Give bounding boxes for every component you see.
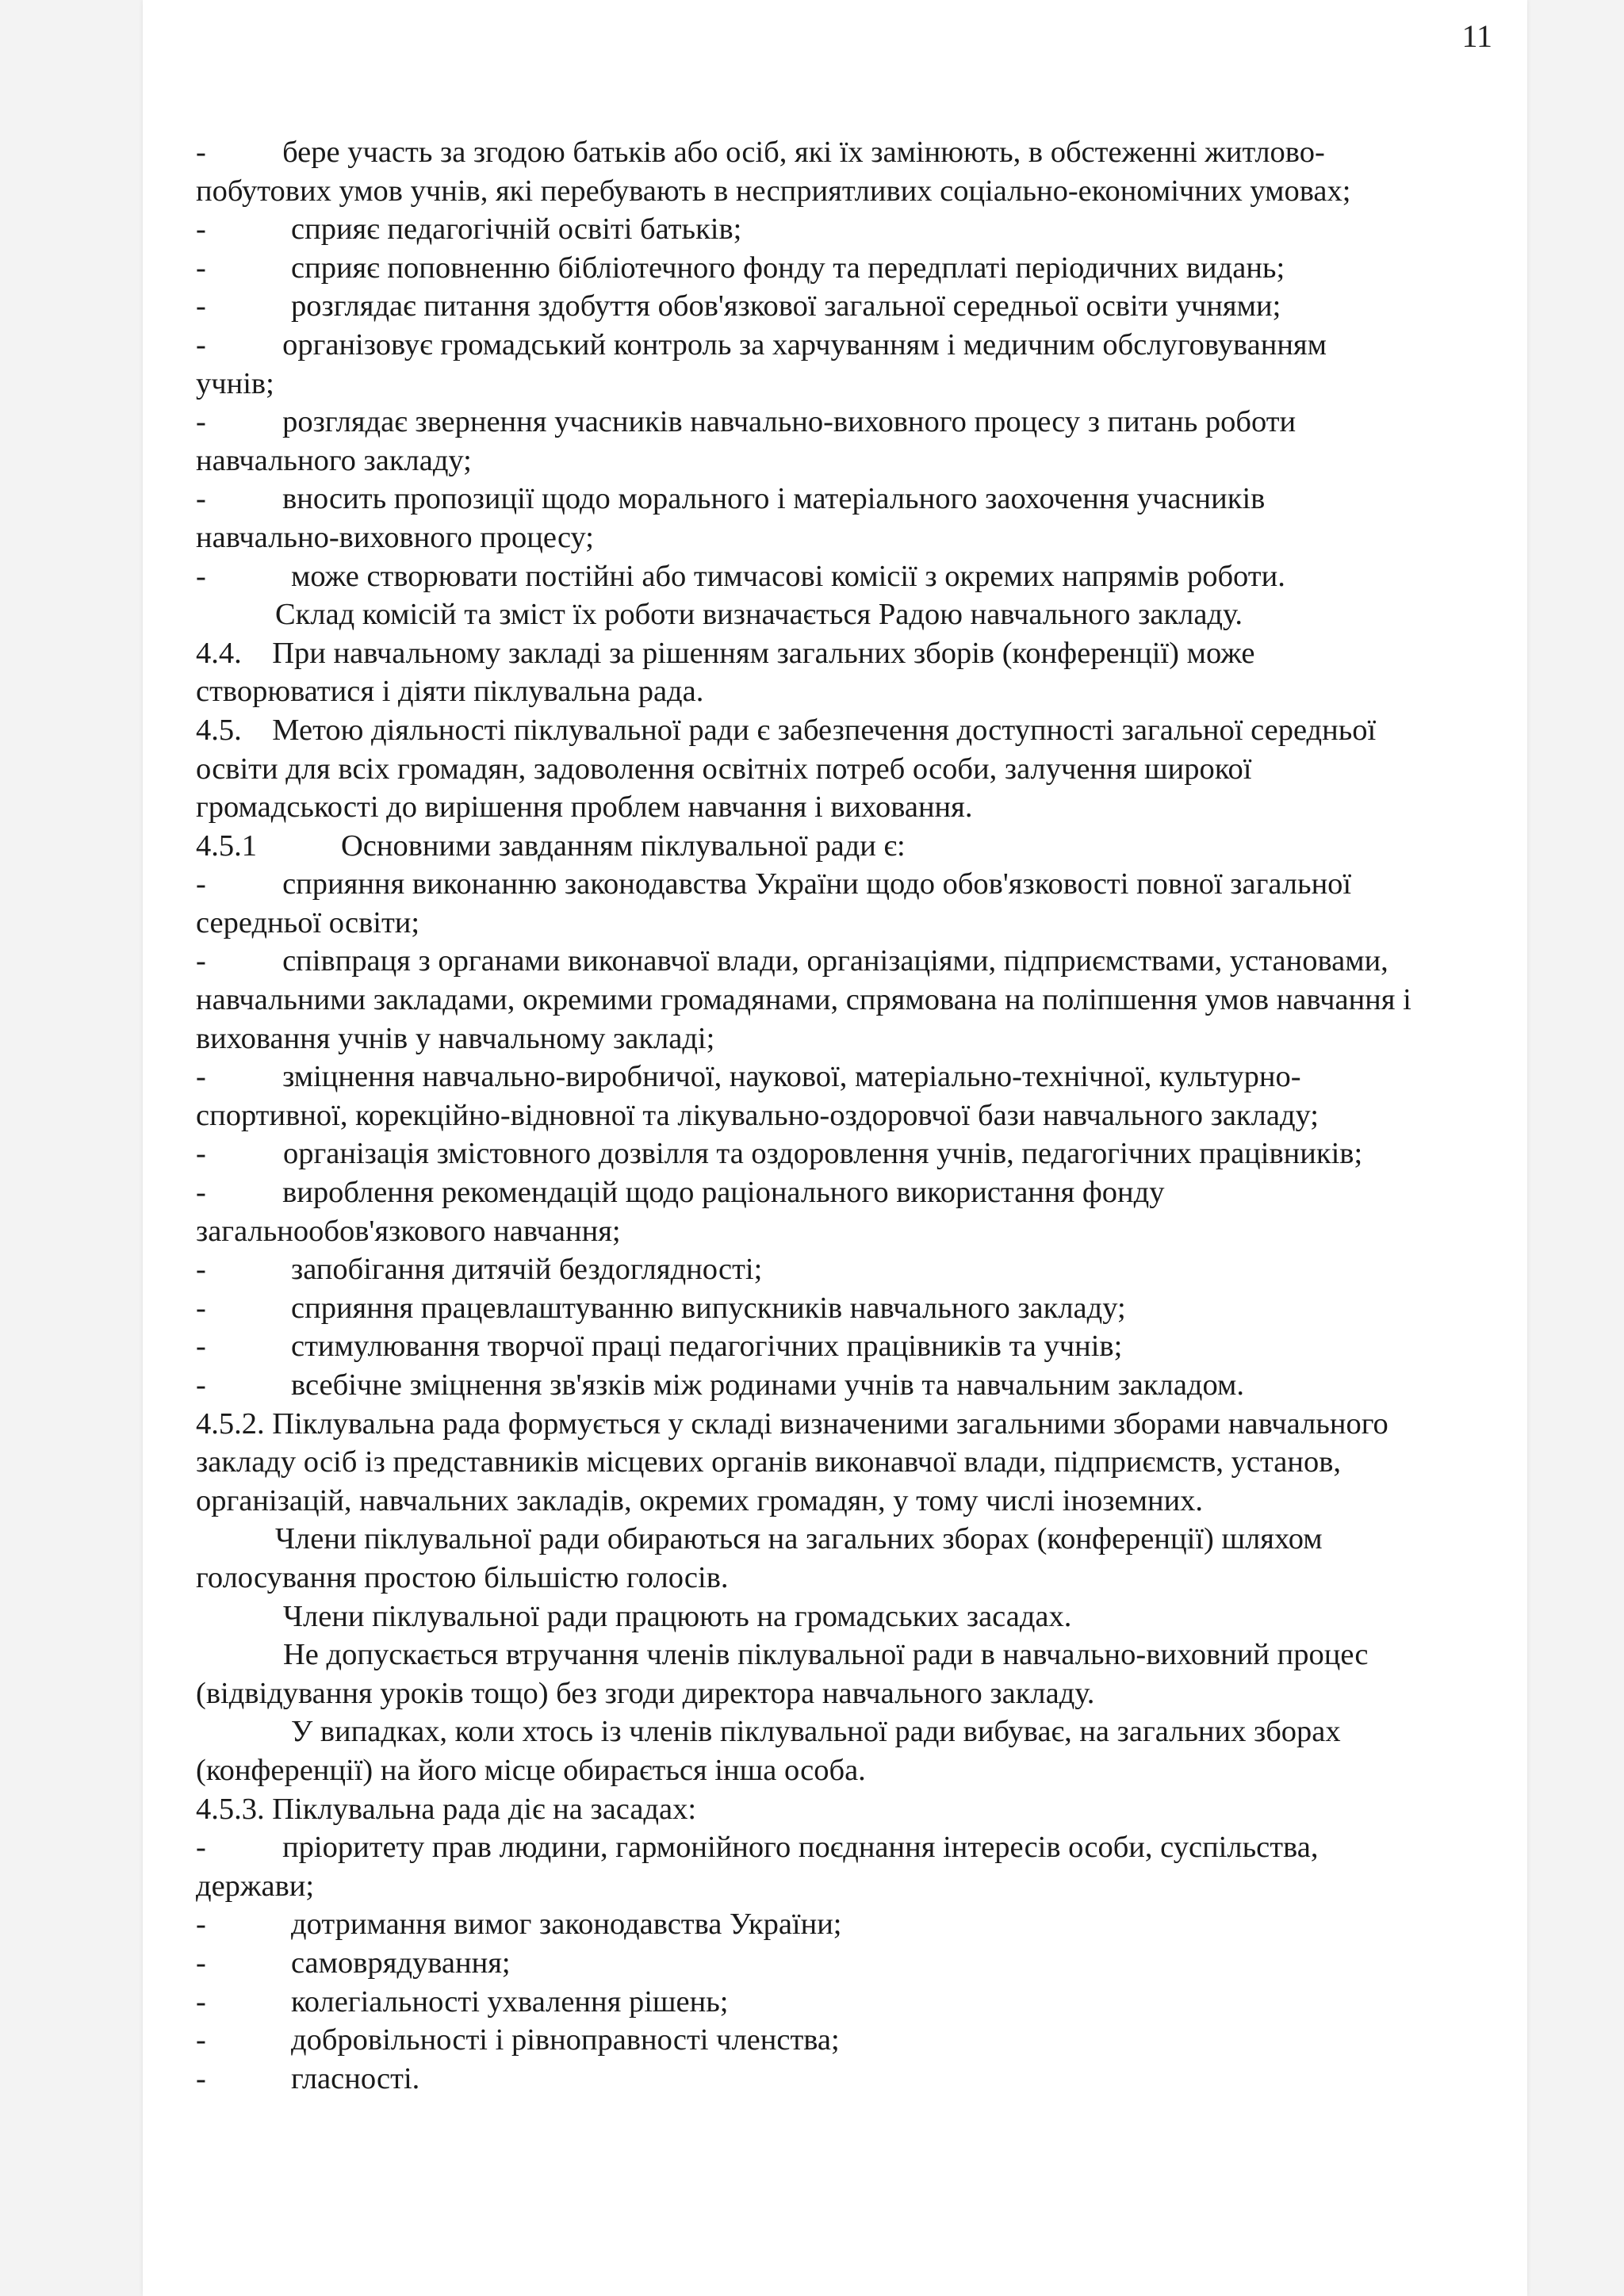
bullet-dash: - bbox=[196, 1984, 206, 2019]
text-line: - пріоритету прав людини, гармонійного поєднання інтересів особи, суспільства, bbox=[196, 1831, 1319, 1865]
text-line: розглядає питання здобуття обов'язкової загальної середньої освіти учнями; bbox=[291, 289, 1281, 323]
text-line: організація змістовного дозвілля та оздоровлення учнів, педагогічних працівників; bbox=[283, 1137, 1363, 1171]
text-line: дотримання вимог законодавства України; bbox=[291, 1908, 842, 1942]
text-line: гласності. bbox=[291, 2061, 420, 2095]
list-item bbox=[196, 1366, 1500, 1405]
bullet-dash: - bbox=[196, 1908, 206, 1942]
list-item bbox=[196, 210, 1500, 249]
text-line: добровільності і рівноправності членства; bbox=[291, 2023, 840, 2057]
list-item bbox=[196, 1250, 1500, 1289]
text-line: освіти для всіх громадян, задоволення освітніх потреб особи, залучення широкої bbox=[196, 752, 1252, 786]
text-line: запобігання дитячій бездоглядності; bbox=[291, 1253, 763, 1287]
text-line: - співпраця з органами виконавчої влади, організаціями, підприємствами, установами, bbox=[196, 944, 1388, 978]
list-item bbox=[196, 1944, 1500, 1983]
text-line: сприяє педагогічній освіті батьків; bbox=[291, 212, 742, 247]
text-line: спортивної, корекційно-відновної та лікувально-оздоровчої бази навчального закладу; bbox=[196, 1098, 1319, 1132]
paragraph-line: У випадках, коли хтось із членів піклувальної ради вибуває, на загальних зборах bbox=[291, 1715, 1341, 1749]
text-line: всебічне зміцнення зв'язків між родинами учнів та навчальним закладом. bbox=[291, 1368, 1244, 1402]
bullet-dash: - bbox=[196, 1946, 206, 1980]
text-line: - організовує громадський контроль за харчуванням і медичним обслуговуванням bbox=[196, 327, 1327, 362]
text-line: держави; bbox=[196, 1869, 315, 1903]
text-line: учнів; bbox=[196, 366, 274, 400]
text-line: виховання учнів у навчальному закладі; bbox=[196, 1021, 715, 1055]
text-line: навчального закладу; bbox=[196, 443, 472, 477]
list-item bbox=[196, 1289, 1500, 1328]
bullet-dash: - bbox=[196, 251, 206, 285]
text-line: (конференції) на його місце обирається інша особа. bbox=[196, 1753, 866, 1787]
bullet-dash: - bbox=[196, 559, 206, 593]
text-line: Основними завданням піклувальної ради є: bbox=[341, 828, 906, 863]
list-item bbox=[196, 2060, 1500, 2099]
list-item bbox=[196, 287, 1500, 326]
text-line: самоврядування; bbox=[291, 1946, 511, 1980]
text-line: - вироблення рекомендацій щодо раціонального використання фонду bbox=[196, 1176, 1165, 1210]
text-line: може створювати постійні або тимчасові комісії з окремих напрямів роботи. bbox=[291, 559, 1285, 593]
text-line: навчальними закладами, окремими громадянами, спрямована на поліпшення умов навчання і bbox=[196, 983, 1411, 1017]
text-line: колегіальності ухвалення рішень; bbox=[291, 1984, 729, 2019]
text-line: створюватися і діяти піклувальна рада. bbox=[196, 675, 704, 709]
bullet-dash: - bbox=[196, 1291, 206, 1325]
section-line bbox=[196, 827, 1500, 866]
text-line: - бере участь за згодою батьків або осіб, які їх замінюють, в обстеженні житлово- bbox=[196, 136, 1325, 169]
text-line: (відвідування уроків тощо) без згоди директора навчального закладу. bbox=[196, 1676, 1095, 1710]
text-line: голосування простою більшістю голосів. bbox=[196, 1560, 729, 1594]
text-line: організацій, навчальних закладів, окремих громадян, у тому числі іноземних. bbox=[196, 1483, 1204, 1517]
paragraph-line: Члени піклувальної ради працюють на громадських засадах. bbox=[283, 1599, 1072, 1633]
text-line: громадськості до вирішення проблем навчання і виховання. bbox=[196, 790, 973, 825]
paragraph-line: Не допускається втручання членів піклувальної ради в навчально-виховний процес bbox=[283, 1638, 1369, 1672]
list-item bbox=[196, 1983, 1500, 2022]
list-item bbox=[196, 1135, 1500, 1173]
list-item bbox=[196, 249, 1500, 288]
text-line: - розглядає звернення учасників навчально-виховного процесу з питань роботи bbox=[196, 405, 1297, 439]
paragraph-line: Склад комісій та зміст їх роботи визначається Радою навчального закладу. bbox=[275, 598, 1243, 632]
text-line: стимулювання творчої праці педагогічних працівників та учнів; bbox=[291, 1330, 1123, 1364]
text-line: сприяння працевлаштуванню випускників навчального закладу; bbox=[291, 1291, 1126, 1325]
bullet-dash: - bbox=[196, 2061, 206, 2095]
text-line: - зміцнення навчально-виробничої, наукової, матеріально-технічної, культурно- bbox=[196, 1060, 1301, 1094]
bullet-dash: - bbox=[196, 289, 206, 323]
section-line: 4.5. Метою діяльності піклувальної ради є забезпечення доступності загальної середньої bbox=[196, 713, 1377, 747]
section-line: 4.5.3. Піклувальна рада діє на засадах: bbox=[196, 1792, 697, 1826]
bullet-dash: - bbox=[196, 1330, 206, 1364]
text-line: - вносить пропозиції щодо морального і матеріального заохочення учасників bbox=[196, 482, 1266, 516]
section-line: 4.5.2. Піклувальна рада формується у складі визначеними загальними зборами навчального bbox=[196, 1406, 1388, 1441]
section-number: 4.5.1 bbox=[196, 828, 257, 863]
text-line: загальнообов'язкового навчання; bbox=[196, 1214, 621, 1248]
section-line: 4.4. При навчальному закладі за рішенням загальних зборів (конференції) може bbox=[196, 636, 1255, 670]
list-item bbox=[196, 1327, 1500, 1366]
bullet-dash: - bbox=[196, 1253, 206, 1287]
document-body bbox=[196, 133, 1500, 2098]
text-line: закладу осіб із представників місцевих органів виконавчої влади, підприємств, установ, bbox=[196, 1445, 1342, 1479]
page-number: 11 bbox=[1461, 18, 1492, 54]
bullet-dash: - bbox=[196, 1368, 206, 1402]
list-item bbox=[196, 557, 1500, 596]
bullet-dash: - bbox=[196, 212, 206, 247]
list-item bbox=[196, 1905, 1500, 1944]
text-line: навчально-виховного процесу; bbox=[196, 520, 594, 554]
paragraph-line: Члени піклувальної ради обираються на загальних зборах (конференції) шляхом bbox=[275, 1522, 1323, 1556]
text-line: сприяє поповненню бібліотечного фонду та передплаті періодичних видань; bbox=[291, 251, 1285, 285]
text-line: - сприяння виконанню законодавства України щодо обов'язковості повної загальної bbox=[196, 867, 1352, 901]
bullet-dash: - bbox=[196, 2023, 206, 2057]
list-item bbox=[196, 2021, 1500, 2060]
text-line: середньої освіти; bbox=[196, 905, 420, 939]
text-line: побутових умов учнів, які перебувають в несприятливих соціально-економічних умовах; bbox=[196, 174, 1351, 208]
bullet-dash: - bbox=[196, 1137, 206, 1171]
